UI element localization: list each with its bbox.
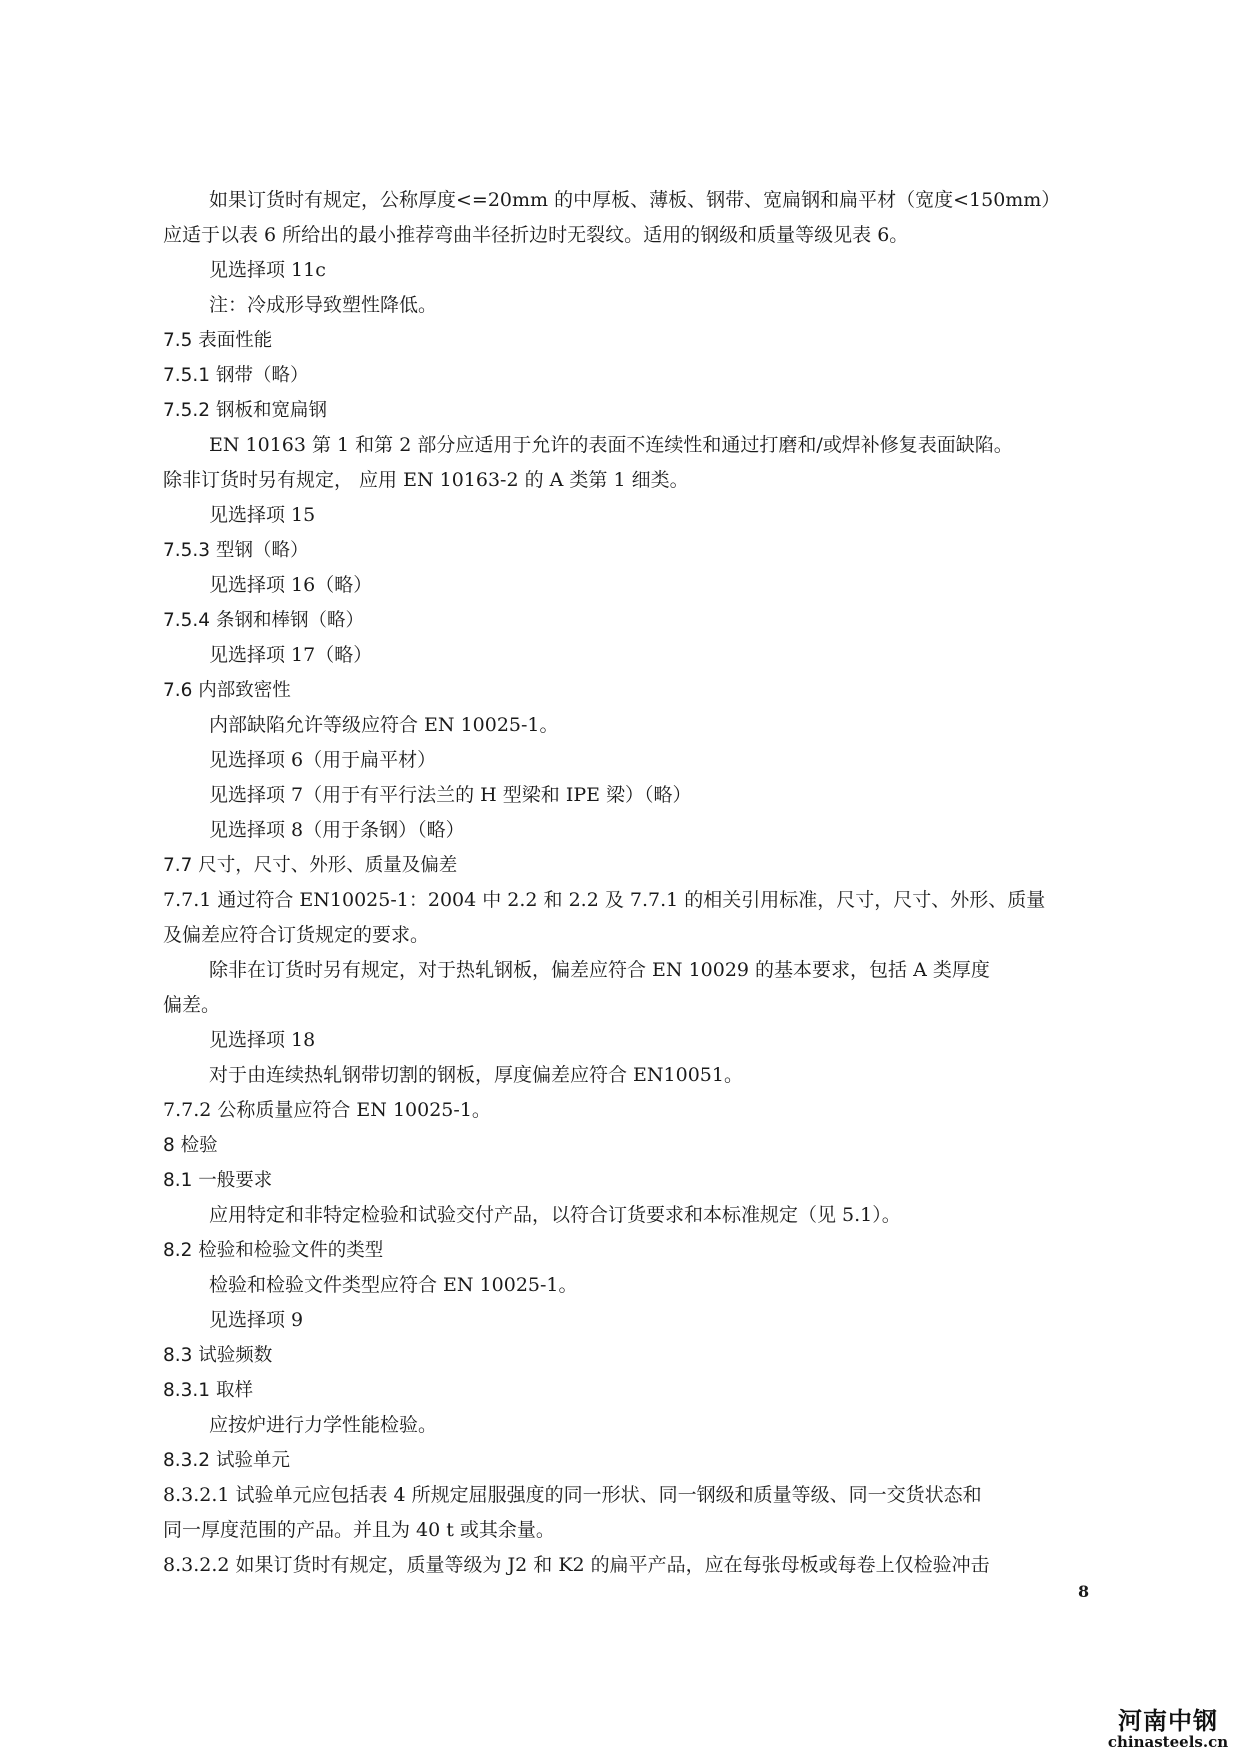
text-line: 见选择项 15 [209, 504, 316, 526]
text-line: EN 10163 第 1 和第 2 部分应适用于允许的表面不连续性和通过打磨和/或焊补修复表面缺陷。 [209, 434, 1013, 456]
text-line: 7.7.2 公称质量应符合 EN 10025-1。 [163, 1099, 491, 1121]
section-heading: 7.5.1 钢带（略） [163, 365, 309, 386]
text-line: 见选择项 11c [209, 259, 326, 281]
text-line: 8.3.2.2 如果订货时有规定，质量等级为 J2 和 K2 的扁平产品，应在每张母板或每卷上仅检验冲击 [163, 1554, 990, 1576]
document-body [163, 183, 1080, 1583]
watermark-site: chinasteels.cn [1107, 1733, 1229, 1751]
text-line: 注：冷成形导致塑性降低。 [209, 294, 438, 316]
text-line: 见选择项 16（略） [209, 574, 373, 596]
watermark-title: 河南中钢 [1118, 1707, 1218, 1735]
text-line: 除非在订货时另有规定，对于热轧钢板，偏差应符合 EN 10029 的基本要求，包括 A 类厚度 [209, 959, 990, 981]
section-heading: 7.5.4 条钢和棒钢（略） [163, 610, 364, 631]
text-line: 8.3.2.1 试验单元应包括表 4 所规定屈服强度的同一形状、同一钢级和质量等级、同一交货状态和 [163, 1484, 982, 1506]
text-line: 见选择项 9 [209, 1309, 304, 1331]
text-line: 见选择项 18 [209, 1029, 316, 1051]
section-heading: 7.5 表面性能 [163, 330, 273, 351]
page-number: 8 [1078, 1582, 1090, 1601]
section-heading: 7.5.3 型钢（略） [163, 540, 309, 561]
section-heading: 7.5.2 钢板和宽扁钢 [163, 400, 327, 421]
text-line: 检验和检验文件类型应符合 EN 10025-1。 [209, 1274, 578, 1296]
text-line: 见选择项 8（用于条钢）（略） [209, 819, 465, 841]
section-heading: 8.3.2 试验单元 [163, 1450, 290, 1471]
section-heading: 8.1 一般要求 [163, 1170, 273, 1191]
text-line: 应用特定和非特定检验和试验交付产品，以符合订货要求和本标准规定（见 5.1）。 [209, 1204, 901, 1226]
text-line: 见选择项 17（略） [209, 644, 373, 666]
text-line: 对于由连续热轧钢带切割的钢板，厚度偏差应符合 EN10051。 [209, 1064, 743, 1086]
watermark-logo [1102, 1708, 1234, 1750]
text-line: 偏差。 [163, 994, 221, 1016]
text-line: 应适于以表 6 所给出的最小推荐弯曲半径折边时无裂纹。适用的钢级和质量等级见表 6。 [163, 224, 909, 246]
text-line: 除非订货时另有规定， 应用 EN 10163-2 的 A 类第 1 细类。 [163, 469, 689, 491]
section-heading: 8.2 检验和检验文件的类型 [163, 1240, 384, 1261]
text-line: 同一厚度范围的产品。并且为 40 t 或其余量。 [163, 1519, 555, 1541]
text-line: 及偏差应符合订货规定的要求。 [163, 924, 430, 946]
section-heading: 8.3 试验频数 [163, 1345, 273, 1366]
text-line: 应按炉进行力学性能检验。 [209, 1414, 438, 1436]
text-line: 见选择项 6（用于扁平材） [209, 749, 437, 771]
section-heading: 8.3.1 取样 [163, 1380, 253, 1401]
section-heading: 7.6 内部致密性 [163, 680, 291, 701]
text-line: 见选择项 7（用于有平行法兰的 H 型梁和 IPE 梁）（略） [209, 784, 692, 806]
text-line: 7.7.1 通过符合 EN10025-1：2004 中 2.2 和 2.2 及 7.7.1 的相关引用标准，尺寸，尺寸、外形、质量 [163, 889, 1046, 911]
text-line: 如果订货时有规定，公称厚度<=20mm 的中厚板、薄板、钢带、宽扁钢和扁平材（宽度<150mm） [209, 189, 1061, 211]
text-line: 内部缺陷允许等级应符合 EN 10025-1。 [209, 714, 559, 736]
section-heading: 7.7 尺寸，尺寸、外形、质量及偏差 [163, 855, 458, 876]
section-heading: 8 检验 [163, 1135, 218, 1156]
